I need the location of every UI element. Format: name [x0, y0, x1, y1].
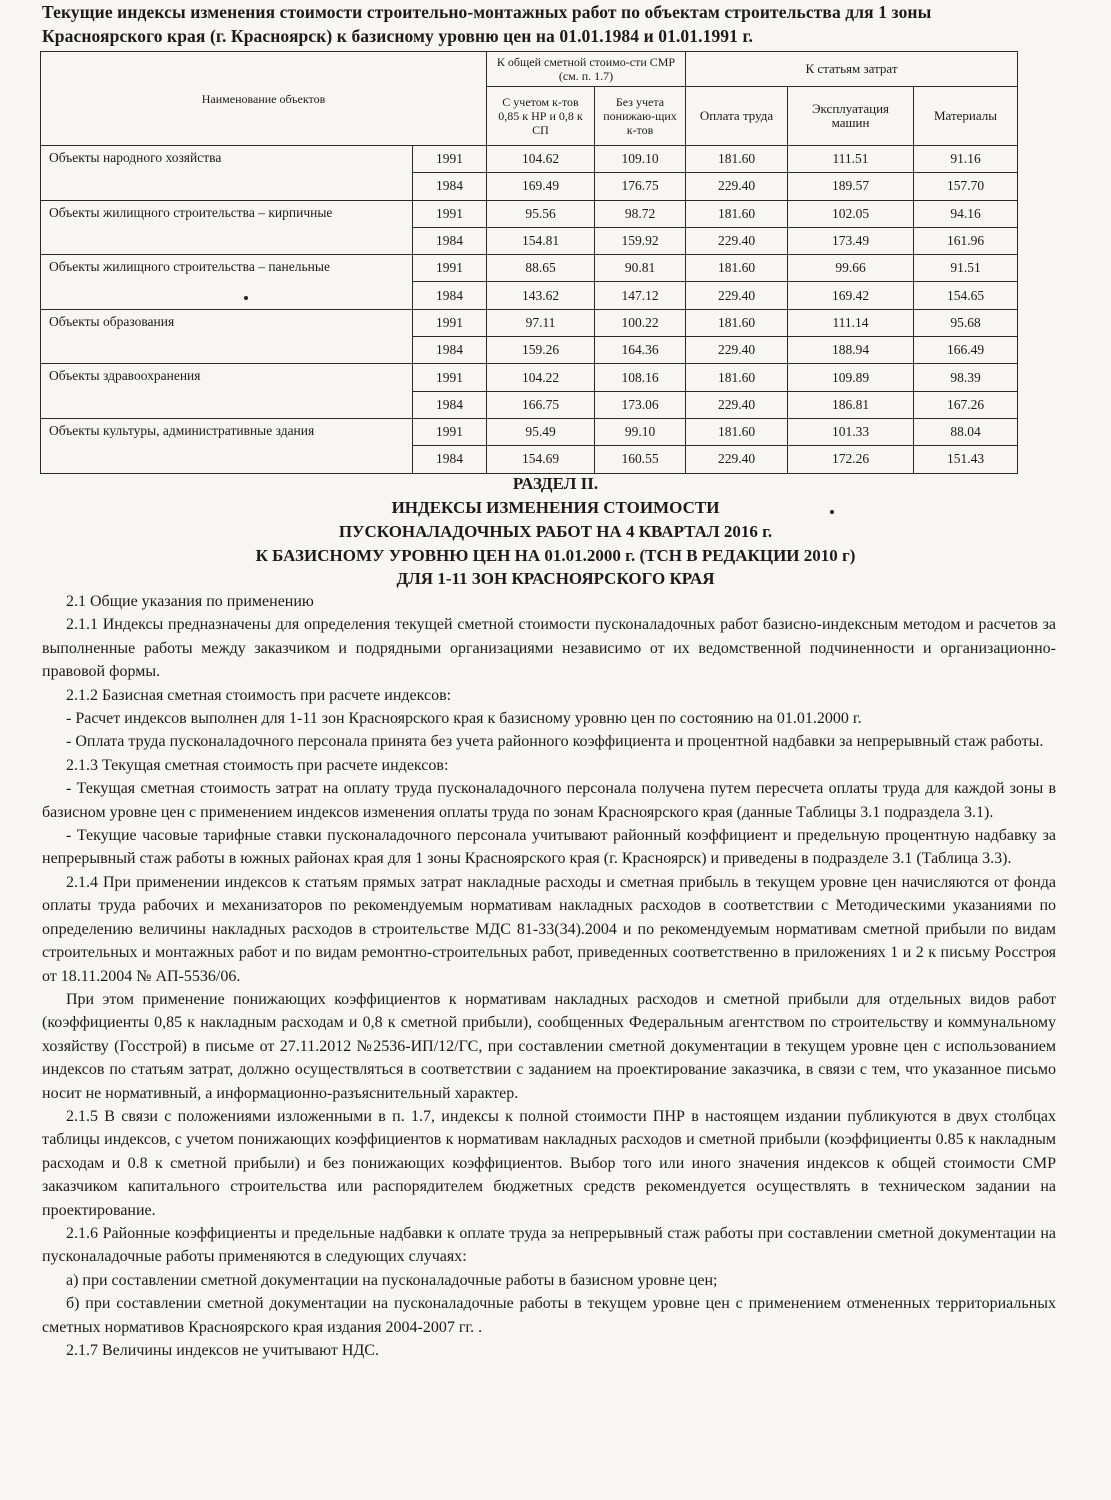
cell-year: 1984 [413, 227, 487, 254]
cell-without-coef: 160.55 [595, 446, 686, 473]
cell-year: 1991 [413, 418, 487, 445]
cell-with-coef: 169.49 [487, 173, 595, 200]
cell-machines: 102.05 [788, 200, 914, 227]
cell-machines: 111.14 [788, 309, 914, 336]
cell-without-coef: 164.36 [595, 337, 686, 364]
cell-year: 1991 [413, 364, 487, 391]
cell-without-coef: 176.75 [595, 173, 686, 200]
cell-year: 1984 [413, 337, 487, 364]
cell-year: 1991 [413, 146, 487, 173]
body-text [42, 590, 1056, 1362]
cell-machines: 186.81 [788, 391, 914, 418]
section-heading-3: ПУСКОНАЛАДОЧНЫХ РАБОТ НА 4 КВАРТАЛ 2016 г. [338, 522, 773, 541]
cell-labor: 229.40 [686, 173, 788, 200]
object-name: Объекты образования [41, 309, 413, 364]
object-name: Объекты жилищного строительства – панельные [41, 255, 413, 310]
paragraph: 2.1.4 При применении индексов к статьям прямых затрат накладные расходы и сметная прибыль в текущем уровне цен начисляются от фонда оплаты труда рабочих и механизаторов по рекомендуемым нормативам накладных расходов в соответствии с Методическими указаниями по определению величины накладных расходов в строительстве МДС 81-33(34).2004 и по рекомендуемым нормативам сметной прибыли по видам строительных и монтажных работ и по видам ремонтно-строительных работ, приведенных соответственно в приложениях 1 и 2 к письму Росстроя от 18.11.2004 № АП-5536/06. [42, 873, 1056, 985]
paragraph: 2.1 Общие указания по применению [66, 593, 314, 610]
table-row [41, 255, 1018, 282]
cell-with-coef: 97.11 [487, 309, 595, 336]
cell-with-coef: 166.75 [487, 391, 595, 418]
cell-without-coef: 109.10 [595, 146, 686, 173]
cell-materials: 91.51 [914, 255, 1018, 282]
cell-with-coef: 159.26 [487, 337, 595, 364]
section-heading-5: ДЛЯ 1-11 ЗОН КРАСНОЯРСКОГО КРАЯ [396, 569, 715, 588]
cell-without-coef: 98.72 [595, 200, 686, 227]
cell-machines: 173.49 [788, 227, 914, 254]
cell-machines: 188.94 [788, 337, 914, 364]
header-object-name: Наименование объектов [41, 52, 487, 146]
object-name: Объекты культуры, административные здания [41, 418, 413, 473]
paragraph: 2.1.2 Базисная сметная стоимость при расчете индексов: [66, 686, 452, 704]
cell-with-coef: 95.49 [487, 418, 595, 445]
cell-machines: 169.42 [788, 282, 914, 309]
cell-labor: 229.40 [686, 337, 788, 364]
cell-machines: 101.33 [788, 418, 914, 445]
cell-labor: 229.40 [686, 391, 788, 418]
cell-machines: 99.66 [788, 255, 914, 282]
paragraph: - Текущая сметная стоимость затрат на оплату труда пусконаладочного персонала получена путем пересчета оплаты труда для каждой зоны в базисном уровне цен с применением индексов изменения оплаты труда по зонам Красноярского края (данные Таблицы 3.1 подраздела 3.1). [42, 780, 1056, 821]
cell-with-coef: 104.62 [487, 146, 595, 173]
header-labor: Оплата труда [686, 87, 788, 146]
cell-machines: 172.26 [788, 446, 914, 473]
paragraph: - Текущие часовые тарифные ставки пусконаладочного персонала учитывают районный коэффициент и предельную процентную надбавку за непрерывный стаж работы в южных районах края для 1 зоны Красноярского края (г. Красноярск) и приведены в подразделе 3.1 (Таблица 3.3). [42, 827, 1056, 868]
object-name: Объекты народного хозяйства [41, 146, 413, 201]
paragraph: - Оплата труда пусконаладочного персонала принята без учета районного коэффициента и процентной надбавки за непрерывный стаж работы. [66, 733, 1044, 751]
cell-materials: 88.04 [914, 418, 1018, 445]
cell-materials: 166.49 [914, 337, 1018, 364]
cell-materials: 151.43 [914, 446, 1018, 473]
paragraph: 2.1.7 Величины индексов не учитывают НДС. [66, 1342, 379, 1359]
title-line-2: Красноярского края (г. Красноярск) к базисному уровню цен на 01.01.1984 и 01.01.1991 г. [42, 26, 754, 46]
paragraph: При этом применение понижающих коэффициентов к нормативам накладных расходов и сметной прибыли для отдельных видов работ (коэффициенты 0,85 к накладным расходам и 0,8 к сметной прибыли), сообщенных Федеральным агентством по строительству и коммунальному хозяйству (Госстрой) в письме от 27.11.2012 №2536-ИП/12/ГС, при составлении сметной документации в текущем уровне цен с использованием индексов по статьям затрат, должно осуществляться в соответствии с заданием на проектирование заказчика, в связи с тем, что указанное письмо носит не нормативный, а информационно-разъяснительный характер. [42, 990, 1056, 1102]
cell-without-coef: 173.06 [595, 391, 686, 418]
cell-materials: 161.96 [914, 227, 1018, 254]
cell-with-coef: 104.22 [487, 364, 595, 391]
paragraph: 2.1.1 Индексы предназначены для определения текущей сметной стоимости пусконаладочных работ базисно-индексным методом и расчетов за выполненные работы между заказчиком и подрядными организациями независимо от их ведомственной подчиненности и организационно-правовой формы. [42, 616, 1056, 681]
paragraph: - Расчет индексов выполнен для 1-11 зон Красноярского края к базисному уровню цен по состоянию на 01.01.2000 г. [66, 710, 862, 728]
cell-year: 1984 [413, 282, 487, 309]
header-group-total: К общей сметной стоимо-сти СМР (см. п. 1.7) [487, 52, 686, 87]
paragraph: 2.1.5 В связи с положениями изложенными в п. 1.7, индексы к полной стоимости ПНР в настоящем издании публикуются в двух столбцах таблицы индексов, с учетом понижающих коэффициентов к нормативам накладных расходов и сметной прибыли (коэффициенты 0.85 к накладным расходам и 0.8 к сметной прибыли) и без понижающих коэффициентов. Выбор того или иного значения индексов к общей стоимости СМР заказчиком капитального строительства или распорядителем бюджетных средств рекомендуется осуществлять в техническом задании на проектирование. [42, 1107, 1056, 1219]
cell-labor: 229.40 [686, 282, 788, 309]
paragraph: б) при составлении сметной документации на пусконаладочные работы в текущем уровне цен с применением отмененных территориальных сметных нормативов Красноярского края издания 2004-2007 гг. . [42, 1295, 1056, 1336]
cell-machines: 189.57 [788, 173, 914, 200]
cell-with-coef: 154.69 [487, 446, 595, 473]
cell-materials: 91.16 [914, 146, 1018, 173]
table-row [41, 418, 1018, 445]
section-heading-1: РАЗДЕЛ II. [512, 474, 599, 493]
print-speck [830, 510, 834, 514]
cell-materials: 95.68 [914, 309, 1018, 336]
cell-labor: 181.60 [686, 364, 788, 391]
header-with-coef: С учетом к-тов 0,85 к НР и 0,8 к СП [487, 87, 595, 146]
header-materials: Материалы [914, 87, 1018, 146]
cell-labor: 181.60 [686, 418, 788, 445]
cell-with-coef: 154.81 [487, 227, 595, 254]
cell-year: 1991 [413, 309, 487, 336]
cell-without-coef: 159.92 [595, 227, 686, 254]
cell-labor: 181.60 [686, 255, 788, 282]
cell-materials: 167.26 [914, 391, 1018, 418]
cell-without-coef: 147.12 [595, 282, 686, 309]
header-machines: Эксплуатация машин [788, 87, 914, 146]
cell-labor: 229.40 [686, 446, 788, 473]
title-line-1: Текущие индексы изменения стоимости строительно-монтажных работ по объектам строительства для 1 зоны [42, 2, 932, 22]
document-title [42, 0, 1072, 48]
header-group-items: К статьям затрат [686, 52, 1018, 87]
cell-with-coef: 143.62 [487, 282, 595, 309]
cell-materials: 98.39 [914, 364, 1018, 391]
cell-year: 1991 [413, 255, 487, 282]
cell-year: 1991 [413, 200, 487, 227]
object-name: Объекты жилищного строительства – кирпичные [41, 200, 413, 255]
section-heading-2: ИНДЕКСЫ ИЗМЕНЕНИЯ СТОИМОСТИ [391, 498, 720, 517]
cell-without-coef: 90.81 [595, 255, 686, 282]
table-row [41, 146, 1018, 173]
paragraph: 2.1.3 Текущая сметная стоимость при расчете индексов: [66, 756, 449, 774]
section-heading-4: К БАЗИСНОМУ УРОВНЮ ЦЕН НА 01.01.2000 г. (ТСН В РЕДАКЦИИ 2010 г) [255, 546, 856, 565]
cell-year: 1984 [413, 391, 487, 418]
paragraph: 2.1.6 Районные коэффициенты и предельные надбавки к оплате труда за непрерывный стаж работы при составлении сметной документации на пусконаладочные работы применяются в следующих случаях: [42, 1224, 1056, 1266]
cell-without-coef: 100.22 [595, 309, 686, 336]
print-speck [244, 296, 248, 300]
cell-materials: 94.16 [914, 200, 1018, 227]
table-row [41, 309, 1018, 336]
cell-labor: 181.60 [686, 309, 788, 336]
header-without-coef: Без учета понижаю-щих к-тов [595, 87, 686, 146]
cell-labor: 181.60 [686, 200, 788, 227]
cell-materials: 157.70 [914, 173, 1018, 200]
cell-materials: 154.65 [914, 282, 1018, 309]
cell-machines: 111.51 [788, 146, 914, 173]
cell-labor: 181.60 [686, 146, 788, 173]
paragraph: а) при составлении сметной документации на пусконаладочные работы в базисном уровне цен; [66, 1271, 718, 1289]
cell-with-coef: 88.65 [487, 255, 595, 282]
table-row [41, 364, 1018, 391]
cell-machines: 109.89 [788, 364, 914, 391]
cell-labor: 229.40 [686, 227, 788, 254]
table-row [41, 200, 1018, 227]
cell-year: 1984 [413, 446, 487, 473]
cell-without-coef: 108.16 [595, 364, 686, 391]
index-table [40, 51, 1018, 474]
cell-year: 1984 [413, 173, 487, 200]
cell-without-coef: 99.10 [595, 418, 686, 445]
cell-with-coef: 95.56 [487, 200, 595, 227]
object-name: Объекты здравоохранения [41, 364, 413, 419]
